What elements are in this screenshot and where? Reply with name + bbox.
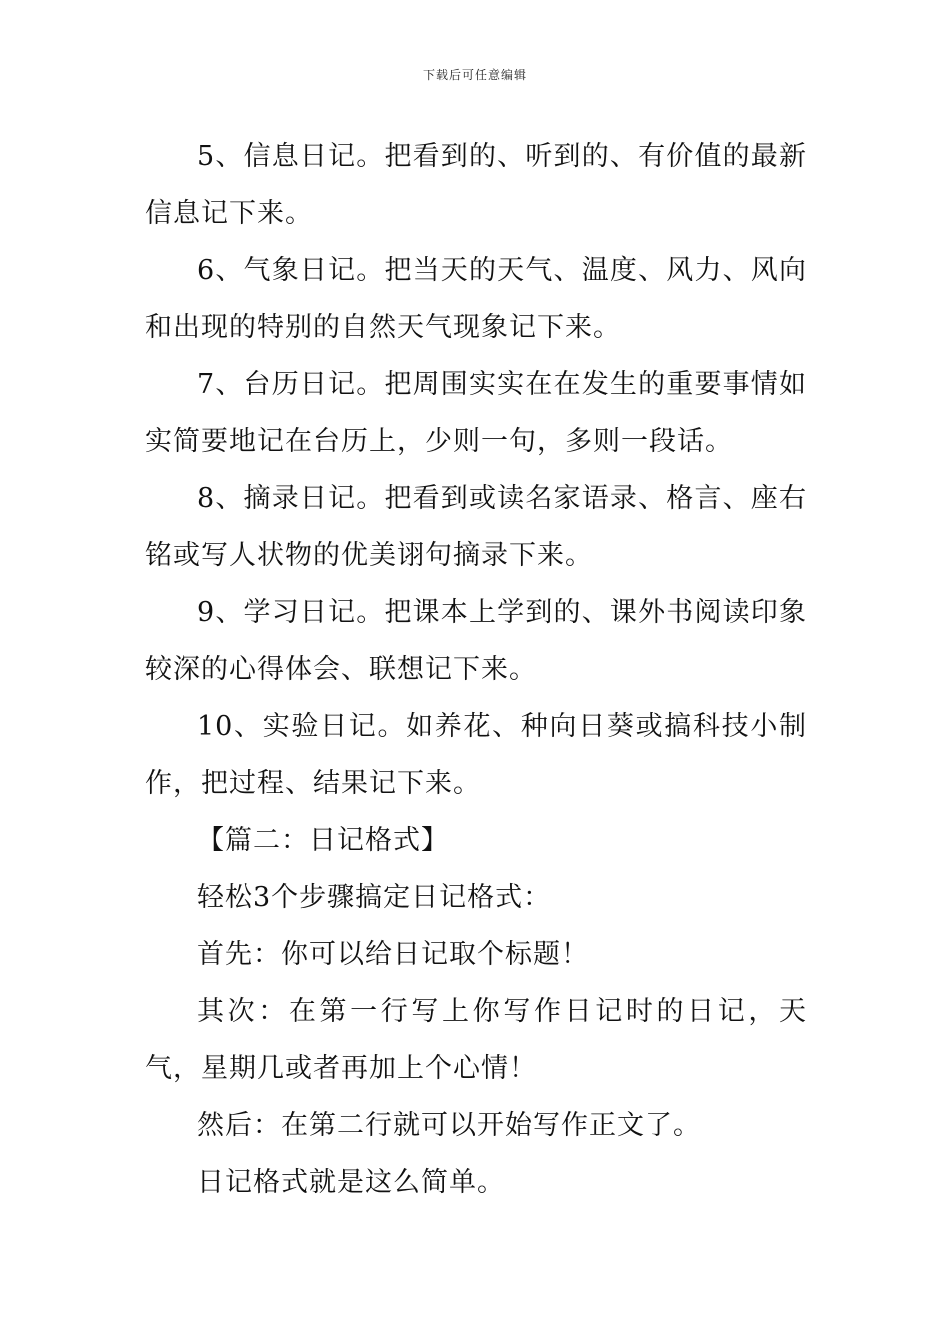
paragraph-calendar-diary: 7、台历日记。把周围实实在在发生的重要事情如实简要地记在台历上，少则一句，多则一段话。 [145,369,807,457]
section-heading: 【篇二：日记格式】 [197,825,449,856]
document-body [145,128,807,1211]
paragraph-experiment-diary: 10、实验日记。如养花、种向日葵或搞科技小制作，把过程、结果记下来。 [145,711,807,799]
paragraph-step-first: 首先：你可以给日记取个标题！ [197,939,589,970]
paragraph-weather-diary: 6、气象日记。把当天的天气、温度、风力、风向和出现的特别的自然天气现象记下来。 [145,255,807,343]
paragraph-info-diary: 5、信息日记。把看到的、听到的、有价值的最新信息记下来。 [145,141,807,229]
paragraph-study-diary: 9、学习日记。把课本上学到的、课外书阅读印象较深的心得体会、联想记下来。 [145,597,807,685]
paragraph-step-second: 其次：在第一行写上你写作日记时的日记，天气，星期几或者再加上个心情！ [145,996,807,1084]
paragraph-step-then: 然后：在第二行就可以开始写作正文了。 [197,1110,701,1141]
paragraph-excerpt-diary: 8、摘录日记。把看到或读名家语录、格言、座右铭或写人状物的优美诩句摘录下来。 [145,483,807,571]
page-header: 下载后可任意编辑 [422,68,527,82]
paragraph-conclusion: 日记格式就是这么简单。 [197,1167,505,1198]
paragraph-steps-intro: 轻松3个步骤搞定日记格式： [197,882,552,913]
